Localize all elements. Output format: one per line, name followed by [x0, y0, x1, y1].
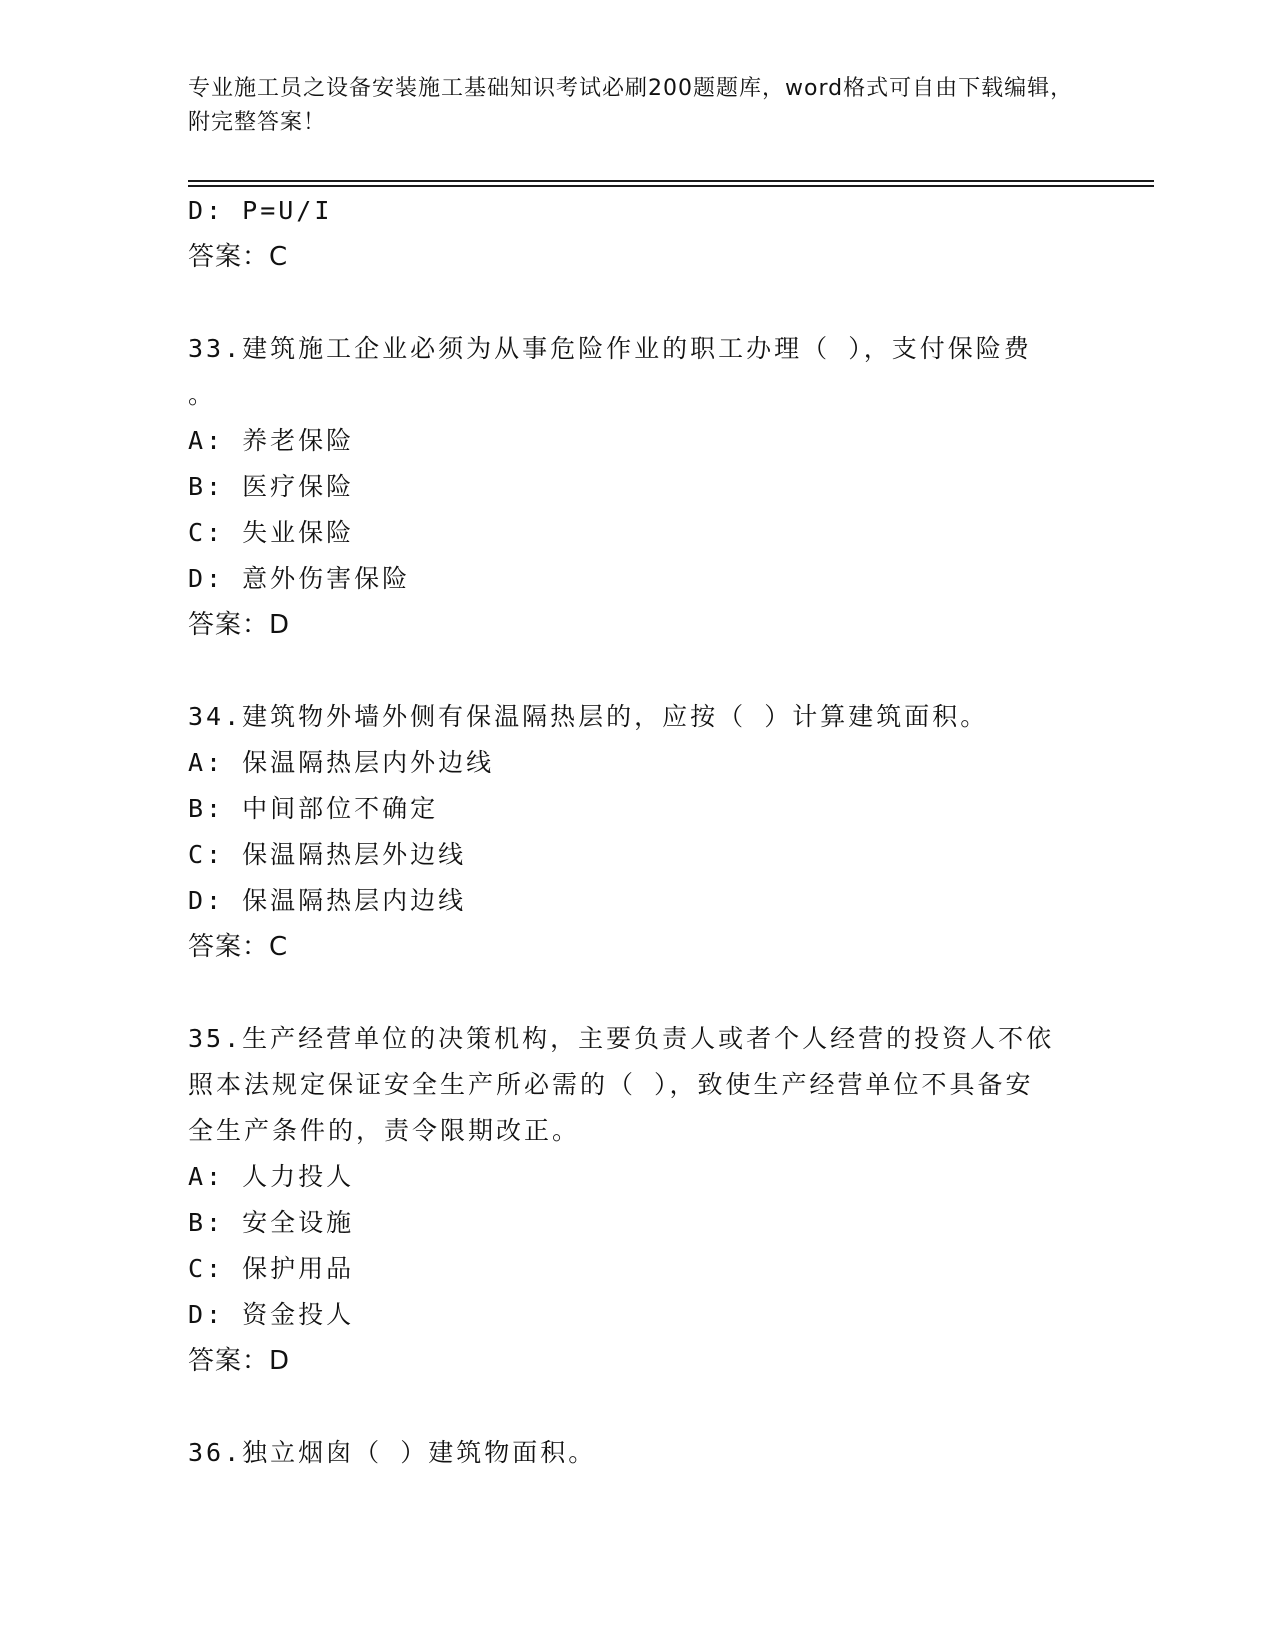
header-divider-bottom — [188, 185, 1154, 187]
answer: 答案：C — [188, 242, 289, 272]
spacer — [188, 280, 1098, 326]
option-d: D: 资金投人 — [188, 1300, 355, 1329]
answer: 答案：C — [188, 932, 289, 962]
option-c: C: 保护用品 — [188, 1254, 355, 1283]
question-35-stem: 35.生产经营单位的决策机构，主要负责人或者个人经营的投资人不依 — [188, 1024, 1055, 1053]
header-title: 专业施工员之设备安装施工基础知识考试必刷200题题库，word格式可自由下载编辑，附完整答案！ — [188, 76, 1074, 135]
spacer — [188, 970, 1098, 1016]
spacer — [188, 648, 1098, 694]
question-34-stem: 34.建筑物外墙外侧有保温隔热层的，应按（ ）计算建筑面积。 — [188, 702, 989, 731]
question-33-stem: 33.建筑施工企业必须为从事危险作业的职工办理（ ），支付保险费 — [188, 334, 1032, 363]
option-c: C: 保温隔热层外边线 — [188, 840, 467, 869]
spacer — [188, 1384, 1098, 1430]
option-a: A: 养老保险 — [188, 426, 355, 455]
question-list — [188, 188, 1098, 1476]
document-header — [188, 72, 1088, 140]
option-d: D: 意外伤害保险 — [188, 564, 411, 593]
question-36-stem: 36.独立烟囱（ ）建筑物面积。 — [188, 1438, 597, 1467]
question-35-stem-cont: 全生产条件的，责令限期改正。 — [188, 1116, 581, 1145]
option-a: A: 保温隔热层内外边线 — [188, 748, 495, 777]
option-a: A: 人力投人 — [188, 1162, 355, 1191]
option-d: D: P=U/I — [188, 196, 333, 225]
option-b: B: 医疗保险 — [188, 472, 355, 501]
question-33-stem-cont: 。 — [188, 380, 217, 409]
option-d: D: 保温隔热层内边线 — [188, 886, 467, 915]
header-divider-top — [188, 180, 1154, 182]
question-35-stem-cont: 照本法规定保证安全生产所必需的（ ），致使生产经营单位不具备安 — [188, 1070, 1034, 1099]
answer: 答案：D — [188, 1346, 291, 1376]
option-c: C: 失业保险 — [188, 518, 355, 547]
option-b: B: 中间部位不确定 — [188, 794, 439, 823]
answer: 答案：D — [188, 610, 291, 640]
option-b: B: 安全设施 — [188, 1208, 355, 1237]
